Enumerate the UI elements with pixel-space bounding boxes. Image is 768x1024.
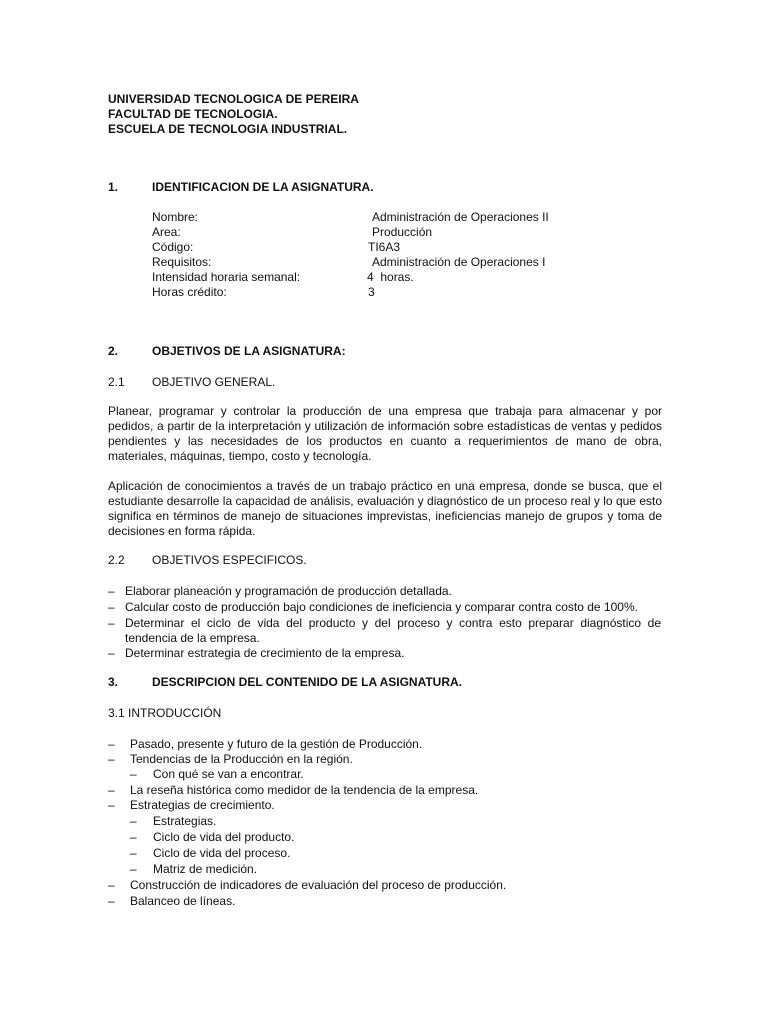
field-label-requisitos: Requisitos: (152, 255, 212, 269)
school-name: ESCUELA DE TECNOLOGIA INDUSTRIAL. (108, 122, 348, 136)
field-value-horas-credito: 3 (368, 285, 375, 299)
subsection-2-1-title: OBJETIVO GENERAL. (152, 375, 276, 389)
section-2-number: 2. (108, 344, 119, 358)
bullet-dash: – (108, 894, 115, 908)
field-label-intensidad: Intensidad horaria semanal: (152, 270, 301, 284)
section-1-number: 1. (108, 180, 119, 194)
field-label-horas-credito: Horas crédito: (152, 285, 227, 299)
subsection-3-1-title: 3.1 INTRODUCCIÓN (108, 706, 222, 720)
field-value-area: Producción (372, 225, 433, 239)
field-value-intensidad: 4 horas. (367, 270, 414, 284)
content-item: Estrategias de crecimiento. (130, 798, 275, 812)
bullet-dash: – (108, 737, 115, 751)
faculty-name: FACULTAD DE TECNOLOGIA. (108, 107, 278, 121)
subsection-2-1-number: 2.1 (108, 375, 125, 389)
subsection-2-2-title: OBJETIVOS ESPECIFICOS. (152, 553, 307, 567)
bullet-dash: – (130, 814, 137, 828)
bullet-dash: – (108, 616, 115, 630)
section-1-title: IDENTIFICACION DE LA ASIGNATURA. (152, 180, 374, 194)
bullet-dash: – (130, 862, 137, 876)
content-item: Pasado, presente y futuro de la gestión de Producción. (130, 737, 423, 751)
bullet-dash: – (108, 798, 115, 812)
general-objective-paragraph-2: Aplicación de conocimientos a través de un trabajo práctico en una empresa, donde se busca, que el estudiante desarrolle la capacidad de análisis, evaluación y diagnóstico de un proceso real y lo que esto significa en términos de manejo de situaciones imprevistas, ineficiencias manejo de grupos y toma de decisiones en forma rápida. (108, 479, 662, 538)
objective-item: Elaborar planeación y programación de producción detallada. (125, 584, 452, 598)
section-3-title: DESCRIPCION DEL CONTENIDO DE LA ASIGNATURA. (152, 675, 463, 689)
subsection-2-2-number: 2.2 (108, 553, 125, 567)
bullet-dash: – (130, 846, 137, 860)
content-subitem: Ciclo de vida del producto. (153, 830, 295, 844)
bullet-dash: – (108, 878, 115, 892)
field-label-codigo: Código: (152, 240, 194, 254)
field-value-nombre: Administración de Operaciones II (372, 210, 549, 224)
university-name: UNIVERSIDAD TECNOLOGICA DE PEREIRA (108, 92, 359, 106)
bullet-dash: – (108, 584, 115, 598)
content-item: Tendencias de la Producción en la región. (130, 752, 353, 766)
field-value-codigo: TI6A3 (368, 240, 401, 254)
content-subitem: Ciclo de vida del proceso. (153, 846, 291, 860)
bullet-dash: – (108, 783, 115, 797)
content-subitem: Estrategias. (153, 814, 217, 828)
content-item: Balanceo de líneas. (130, 894, 236, 908)
section-3-number: 3. (108, 675, 119, 689)
section-2-title: OBJETIVOS DE LA ASIGNATURA: (152, 344, 346, 358)
bullet-dash: – (130, 767, 137, 781)
bullet-dash: – (108, 646, 115, 660)
content-item: Construcción de indicadores de evaluación del proceso de producción. (130, 878, 507, 892)
field-label-nombre: Nombre: (152, 210, 199, 224)
bullet-dash: – (108, 752, 115, 766)
field-value-requisitos: Administración de Operaciones I (372, 255, 546, 269)
content-subitem: Con qué se van a encontrar. (153, 767, 304, 781)
general-objective-paragraph-1: Planear, programar y controlar la producción de una empresa que trabaja para almacenar y por pedidos, a partir de la interpretación y utilización de información sobre estadísticas de ventas y pedidos pendientes y las necesidades de los productos en cuanto a requerimientos de mano de obra, materiales, máquinas, tiempo, costo y tecnología. (108, 404, 662, 463)
objective-item: Determinar el ciclo de vida del producto y del proceso y contra esto preparar diagnóstico de tendencia de la empresa. (125, 616, 661, 645)
bullet-dash: – (130, 830, 137, 844)
field-label-area: Area: (152, 225, 181, 239)
objective-item: Determinar estrategia de crecimiento de la empresa. (125, 646, 405, 660)
bullet-dash: – (108, 600, 115, 614)
content-subitem: Matriz de medición. (153, 862, 258, 876)
objective-item: Calcular costo de producción bajo condiciones de ineficiencia y comparar contra costo de 100%. (125, 600, 638, 614)
content-item: La reseña histórica como medidor de la tendencia de la empresa. (130, 783, 479, 797)
